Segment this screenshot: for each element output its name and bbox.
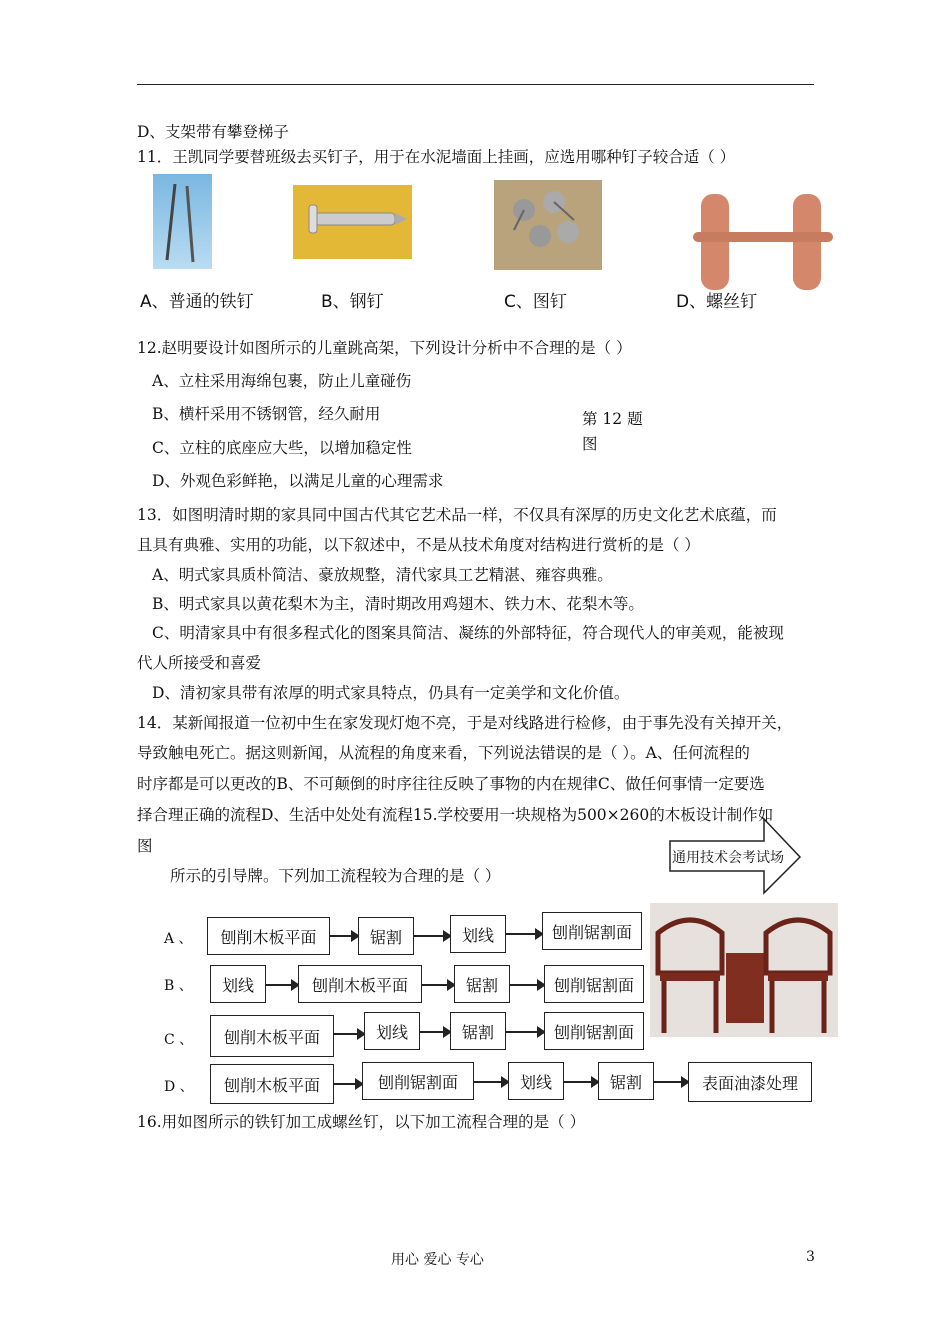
q15-stem: 所示的引导牌。下列加工流程较为合理的是（ ） <box>170 867 501 885</box>
q12-figure-label: 第 12 题 <box>582 410 643 428</box>
thumbtack-image <box>494 180 602 270</box>
nail-caption-d: D、螺丝钉 <box>676 292 758 312</box>
q12-option-a: A、立柱采用海绵包裹，防止儿童碰伤 <box>152 372 412 390</box>
flow-c-step-2: 划线 <box>364 1012 420 1050</box>
flow-d-step-1: 刨削木板平面 <box>210 1064 334 1104</box>
flow-c-step-3: 锯割 <box>450 1012 506 1050</box>
flow-arrow <box>564 1081 598 1083</box>
flow-arrow <box>510 984 544 986</box>
flow-arrow <box>334 1033 364 1035</box>
q14-line-3: 时序都是可以更改的B、不可颠倒的时序往往反映了事物的内在规律C、做任何事情一定要选 <box>137 775 765 793</box>
flow-arrow <box>474 1081 508 1083</box>
q13-option-d: D、清初家具带有浓厚的明式家具特点，仍具有一定美学和文化价值。 <box>152 684 630 702</box>
guide-sign-text: 通用技术会考试场 <box>672 850 784 866</box>
q14-line-2: 导致触电死亡。据这则新闻，从流程的角度来看，下列说法错误的是（ ）。A、任何流程的 <box>137 744 750 762</box>
q14-line-1: 14．某新闻报道一位初中生在家发现灯炮不亮，于是对线路进行检修，由于事先没有关掉开关， <box>137 714 793 732</box>
flow-d-step-3: 划线 <box>508 1062 564 1100</box>
q12-stem: 12.赵明要设计如图所示的儿童跳高架，下列设计分析中不合理的是（ ） <box>137 339 632 357</box>
q14-line-4: 择合理正确的流程D、生活中处处有流程15.学校要用一块规格为500×260的木板设计制作如 <box>137 806 774 824</box>
q12-option-c: C、立柱的底座应大些，以增加稳定性 <box>152 439 412 457</box>
flow-a-step-1: 刨削木板平面 <box>207 917 330 955</box>
q13-option-c: C、明清家具中有很多程式化的图案具简洁、凝练的外部特征，符合现代人的审美观，能被现 <box>152 624 784 642</box>
iron-nail-image <box>153 174 212 269</box>
flow-a-step-3: 划线 <box>450 915 506 953</box>
flow-c-step-4: 刨削锯割面 <box>544 1012 644 1050</box>
q12-option-d: D、外观色彩鲜艳，以满足儿童的心理需求 <box>152 472 444 490</box>
guide-sign-image <box>668 817 808 895</box>
flow-c-label: C 、 <box>164 1032 194 1048</box>
flow-arrow <box>506 1031 544 1033</box>
flow-arrow <box>334 1083 362 1085</box>
q11-stem: 11．王凯同学要替班级去买钉子，用于在水泥墙面上挂画，应选用哪种钉子较合适（ ） <box>137 148 736 166</box>
flow-d-step-2: 刨削锯割面 <box>362 1062 474 1100</box>
flow-a-step-2: 锯割 <box>358 917 414 955</box>
flow-arrow <box>420 1031 450 1033</box>
q12-option-b: B、横杆采用不锈钢管，经久耐用 <box>152 405 381 423</box>
page-number: 3 <box>806 1249 815 1265</box>
nail-caption-b: B、钢钉 <box>321 292 384 312</box>
flow-d-step-5: 表面油漆处理 <box>688 1062 812 1102</box>
flow-arrow <box>330 935 358 937</box>
steel-nail-image <box>293 185 412 259</box>
ming-qing-furniture-image <box>650 903 838 1037</box>
flow-arrow <box>422 984 454 986</box>
flow-b-step-1: 划线 <box>210 965 266 1003</box>
flow-arrow <box>506 933 542 935</box>
flow-b-step-4: 刨削锯割面 <box>544 965 644 1003</box>
nail-caption-c: C、图钉 <box>504 292 567 312</box>
q10-option-d: D、支架带有攀登梯子 <box>137 123 289 141</box>
q13-option-a: A、明式家具质朴简洁、豪放规整，清代家具工艺精湛、雍容典雅。 <box>152 566 613 584</box>
q13-option-c-cont: 代人所接受和喜爱 <box>137 654 262 672</box>
q13-stem-1: 13．如图明清时期的家具同中国古代其它艺术品一样，不仅具有深厚的历史文化艺术底蕴，而 <box>137 506 777 524</box>
flow-b-label: B 、 <box>164 978 193 994</box>
header-rule <box>137 84 814 85</box>
flow-arrow <box>414 935 450 937</box>
q13-stem-2: 且具有典雅、实用的功能，以下叙述中，不是从技术角度对结构进行赏析的是（ ） <box>137 536 700 554</box>
footer-motto: 用心 爱心 专心 <box>391 1252 484 1268</box>
flow-a-step-4: 刨削锯割面 <box>542 912 642 950</box>
q12-figure-label-2: 图 <box>582 435 598 453</box>
flow-d-label: D 、 <box>164 1079 194 1095</box>
q14-line-5: 图 <box>137 837 153 855</box>
flow-arrow <box>654 1081 688 1083</box>
q16-stem: 16.用如图所示的铁钉加工成螺丝钉，以下加工流程合理的是（ ） <box>137 1113 586 1131</box>
flow-arrow <box>266 984 298 986</box>
q13-option-b: B、明式家具以黄花梨木为主，清时期改用鸡翅木、铁力木、花梨木等。 <box>152 595 644 613</box>
flow-c-step-1: 刨削木板平面 <box>210 1015 334 1057</box>
high-jump-frame-image <box>693 184 833 292</box>
flow-b-step-3: 锯割 <box>454 965 510 1003</box>
flow-b-step-2: 刨削木板平面 <box>298 965 422 1003</box>
flow-d-step-4: 锯割 <box>598 1062 654 1100</box>
nail-caption-a: A、普通的铁钉 <box>140 292 254 312</box>
flow-a-label: A 、 <box>164 931 193 947</box>
